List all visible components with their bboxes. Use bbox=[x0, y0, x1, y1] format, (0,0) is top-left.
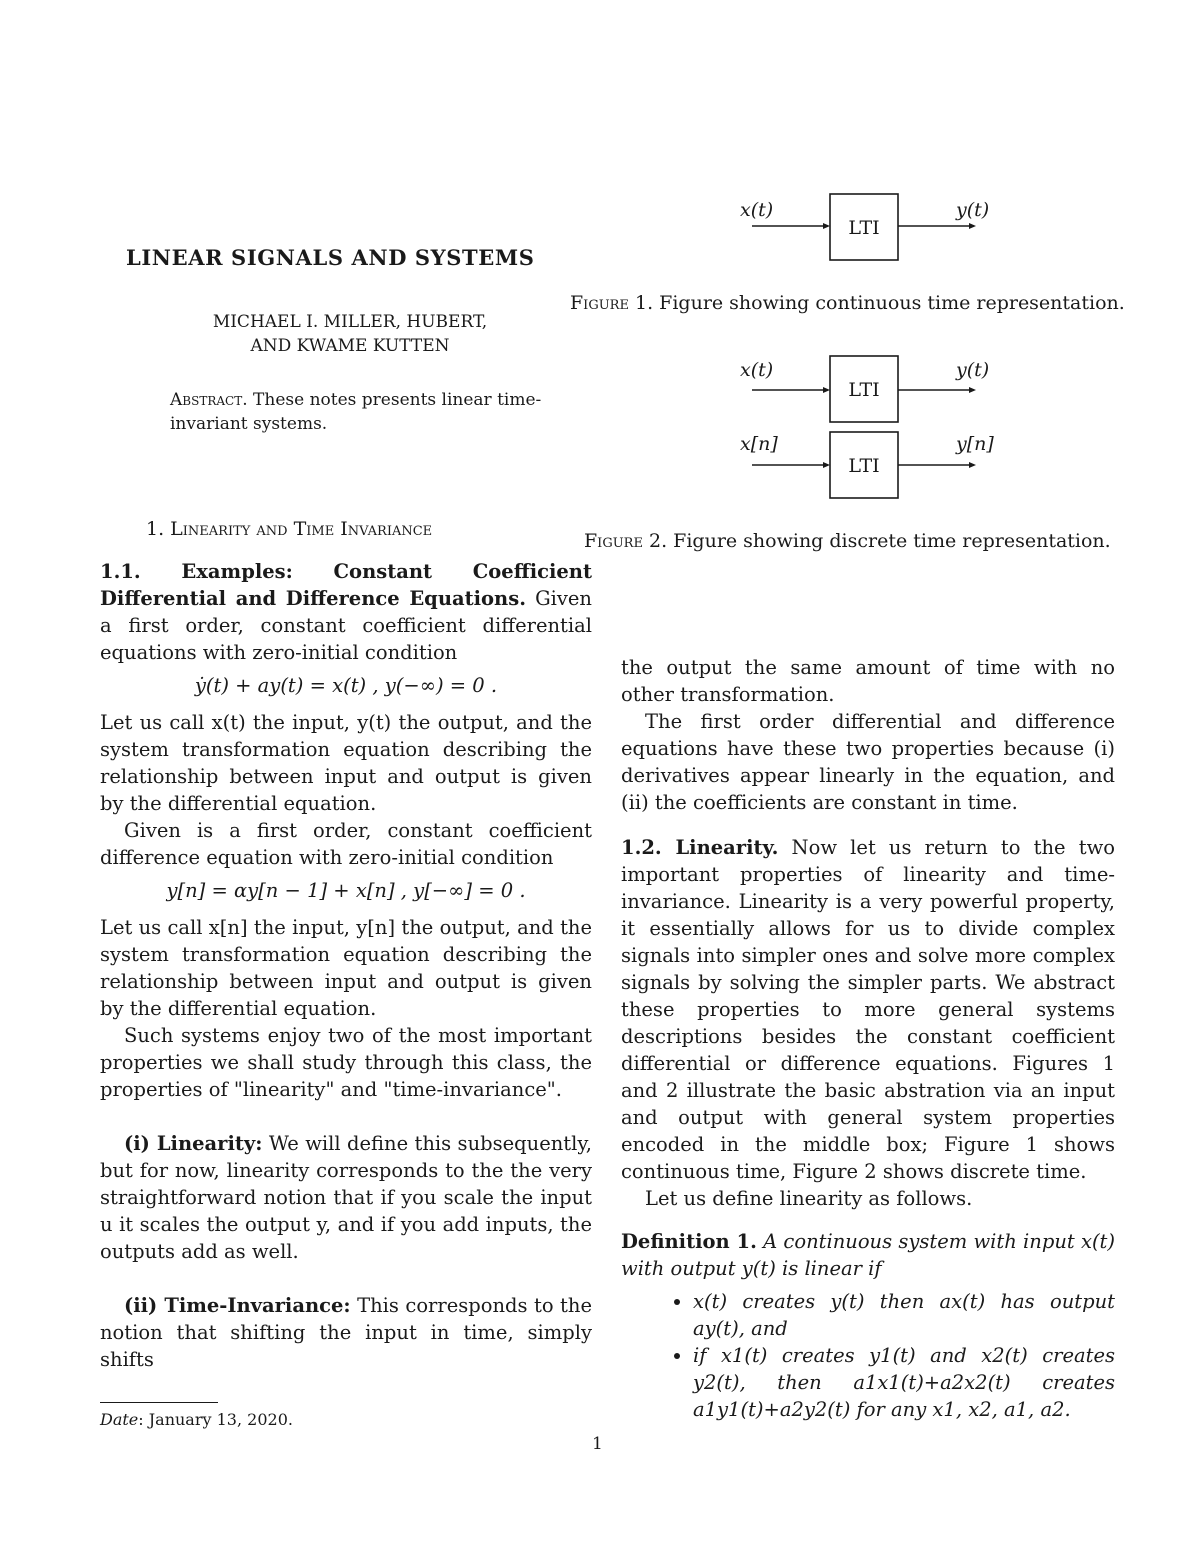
abstract-label: Abstract. bbox=[170, 390, 248, 410]
left-column bbox=[100, 558, 592, 1373]
paragraph-why-properties: The first order differential and difference equations have these two properties because (i) derivatives appear linearly in the equation, and (ii) the coefficients are constant in time. bbox=[621, 710, 1115, 814]
authors-line-2: AND KWAME KUTTEN bbox=[250, 336, 450, 356]
section-1-heading: 1. Linearity and Time Invariance bbox=[146, 518, 433, 540]
fig2-input-ct-label: x(t) bbox=[740, 359, 774, 381]
fig1-input-arrowhead bbox=[823, 223, 830, 229]
fig2-dt-block-label: LTI bbox=[848, 455, 880, 477]
time-invariance-text: This corresponds to the notion that shifting the input in time, simply shifts bbox=[100, 1294, 592, 1371]
figure-1-caption-label: Figure 1. bbox=[570, 292, 654, 314]
abstract-text: These notes presents linear time-invariant systems. bbox=[170, 390, 542, 434]
fig2-ct-input-arrowhead bbox=[823, 387, 830, 393]
authors-line-1: MICHAEL I. MILLER, HUBERT, bbox=[212, 312, 488, 332]
paragraph-input-output-dt: Let us call x[n] the input, y[n] the output, and the system transformation equation describing the relationship between input and output is given by the differential equation. bbox=[100, 916, 592, 1020]
equation-1: ẏ(t) + ay(t) = x(t) , y(−∞) = 0 . bbox=[194, 674, 498, 697]
fig1-input-label: x(t) bbox=[740, 199, 774, 221]
definition-item-scaling: • x(t) creates y(t) then ax(t) has output ay(t), and bbox=[693, 1288, 1115, 1342]
linearity-text: We will define this subsequently, but for now, linearity corresponds to the the very straightforward notion that if you scale the input u it scales the output y, and if you add inputs, the outputs add as well. bbox=[100, 1132, 592, 1263]
fig2-output-ct-label: y(t) bbox=[956, 359, 990, 381]
figure-2-caption bbox=[584, 530, 1111, 552]
fig1-block-label: LTI bbox=[848, 217, 880, 239]
figure-2-caption-label: Figure 2. bbox=[584, 530, 668, 552]
fig2-ct-output-arrowhead bbox=[969, 387, 976, 393]
figure-1-caption bbox=[570, 292, 1125, 314]
time-invariance-label: (ii) Time-Invariance: bbox=[124, 1294, 351, 1317]
subsection-1-2-text: Now let us return to the two important properties of linearity and time-invariance. Linearity is a very powerful property, it essentially allows for us to divide complex signals into simpler ones and solve more complex signals by solving the simpler parts. We abstract these properties to more general systems descriptions besides the constant coefficient differential or difference equations. Figures 1 and 2 illustrate the basic abstration via an input and output with general system properties encoded in the middle box; Figure 1 shows continuous time, Figure 2 shows discrete time. bbox=[621, 836, 1116, 1183]
page-number: 1 bbox=[592, 1434, 603, 1454]
figure-1-caption-text: Figure showing continuous time representation. bbox=[659, 292, 1125, 314]
paragraph-continuation: the output the same amount of time with no other transformation. bbox=[621, 656, 1115, 706]
fig1-output-arrowhead bbox=[969, 223, 976, 229]
equation-2: y[n] = αy[n − 1] + x[n] , y[−∞] = 0 . bbox=[166, 879, 526, 902]
figure-1-diagram bbox=[720, 188, 1020, 268]
fig1-output-label: y(t) bbox=[956, 199, 990, 221]
footnote-label: Date bbox=[100, 1410, 139, 1429]
footnote-text: : January 13, 2020. bbox=[138, 1410, 293, 1429]
paper-title: LINEAR SIGNALS AND SYSTEMS bbox=[126, 245, 535, 270]
paragraph-properties: Such systems enjoy two of the most important properties we shall study through this class, the properties of "linearity" and "time-invariance". bbox=[100, 1024, 592, 1101]
paragraph-linearity bbox=[100, 1130, 592, 1265]
subsection-1-1-text: Given a first order, constant coefficient differential equations with zero-initial condition bbox=[100, 587, 592, 664]
subsection-1-2 bbox=[621, 834, 1115, 1185]
paragraph-input-output-ct: Let us call x(t) the input, y(t) the output, and the system transformation equation describing the relationship between input and output is given by the differential equation. bbox=[100, 711, 592, 815]
paragraph-define-linearity: Let us define linearity as follows. bbox=[645, 1187, 973, 1210]
fig2-output-dt-label: y[n] bbox=[956, 433, 994, 455]
definition-1-list bbox=[621, 1288, 1115, 1423]
definition-1-label: Definition 1. bbox=[621, 1230, 757, 1253]
paragraph-difference-eq: Given is a first order, constant coefficient difference equation with zero-initial condition bbox=[100, 819, 592, 869]
subsection-1-1-heading: 1.1. Examples: Constant Coefficient Differential and Difference Equations. bbox=[100, 560, 592, 610]
abstract bbox=[170, 388, 555, 436]
linearity-label: (i) Linearity: bbox=[124, 1132, 263, 1155]
fig2-dt-output-arrowhead bbox=[969, 462, 976, 468]
footnote-date bbox=[100, 1410, 293, 1429]
definition-1-text: A continuous system with input x(t) with output y(t) is linear if bbox=[621, 1230, 1115, 1280]
fig2-dt-input-arrowhead bbox=[823, 462, 830, 468]
figure-2-caption-text: Figure showing discrete time representation. bbox=[673, 530, 1111, 552]
footnote-rule bbox=[100, 1402, 218, 1403]
right-column bbox=[621, 654, 1115, 1423]
subsection-1-1 bbox=[100, 558, 592, 666]
author-list bbox=[170, 310, 530, 358]
subsection-1-2-heading: 1.2. Linearity. bbox=[621, 836, 779, 859]
paragraph-time-invariance bbox=[100, 1292, 592, 1373]
definition-1 bbox=[621, 1228, 1115, 1282]
definition-item-superposition: • if x1(t) creates y1(t) and x2(t) creates y2(t), then a1x1(t)+a2x2(t) creates a1y1(t)+a2y2(t) for any x1, x2, a1, a2. bbox=[693, 1342, 1115, 1423]
fig2-ct-block-label: LTI bbox=[848, 379, 880, 401]
fig2-input-dt-label: x[n] bbox=[740, 433, 778, 455]
figure-2-diagram bbox=[720, 352, 1020, 506]
